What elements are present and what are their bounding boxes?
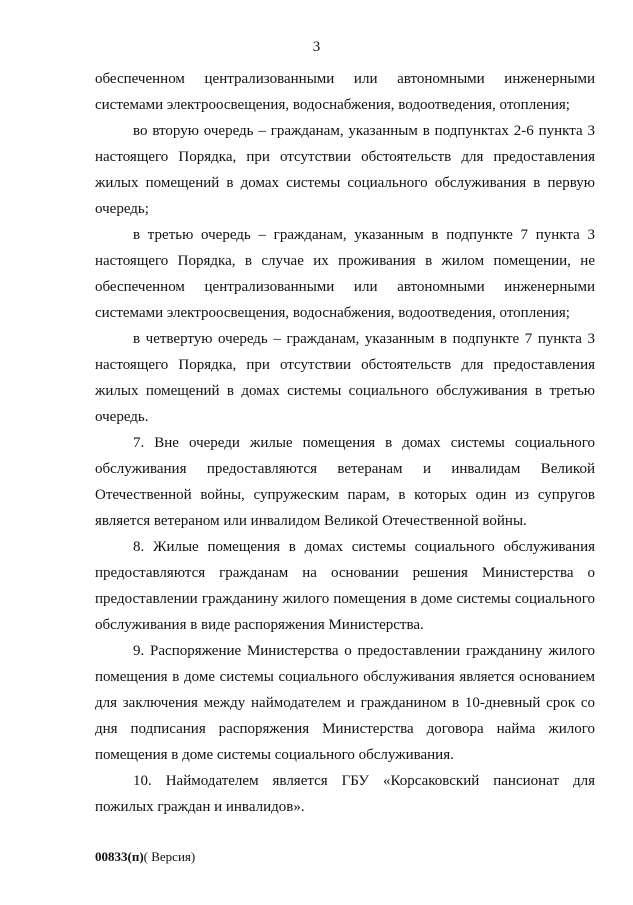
paragraph-item-10: 10. Наймодателем является ГБУ «Корсаковский пансионат для пожилых граждан и инвалидов». bbox=[95, 773, 595, 815]
document-code: 00833(п) bbox=[95, 849, 144, 864]
paragraph-item-7: 7. Вне очереди жилые помещения в домах системы социального обслуживания предоставляются ветеранам и инвалидам Великой Отечественной войны, супружеским парам, в которых один из супругов является ветераном или инвалидом Великой Отечественной войны. bbox=[95, 435, 595, 529]
document-version: ( Версия) bbox=[143, 849, 196, 864]
paragraph-fourth-priority: в четвертую очередь – гражданам, указанным в подпункте 7 пункта 3 настоящего Порядка, при отсутствии обстоятельств для предоставления жилых помещений в домах системы социального обслуживания в третью очередь. bbox=[95, 331, 595, 425]
paragraph-item-9: 9. Распоряжение Министерства о предоставлении гражданину жилого помещения в доме системы социального обслуживания является основанием для заключения между наймодателем и гражданином в 10-дневный срок со дня подписания распоряжения Министерства договора найма жилого помещения в доме системы социального обслуживания. bbox=[95, 643, 595, 763]
paragraph-third-priority: в третью очередь – гражданам, указанным в подпункте 7 пункта 3 настоящего Порядка, в случае их проживания в жилом помещении, не обеспеченном централизованными или автономными инженерными системами электроосвещения, водоснабжения, водоотведения, отопления; bbox=[95, 227, 595, 321]
document-body bbox=[95, 66, 595, 820]
paragraph-second-priority: во вторую очередь – гражданам, указанным в подпунктах 2-6 пункта 3 настоящего Порядка, при отсутствии обстоятельств для предоставления жилых помещений в домах системы социального обслуживания в первую очередь; bbox=[95, 123, 595, 217]
paragraph-continuation: обеспеченном централизованными или автономными инженерными системами электроосвещения, водоснабжения, водоотведения, отопления; bbox=[95, 71, 595, 113]
document-footer bbox=[95, 849, 195, 865]
paragraph-item-8: 8. Жилые помещения в домах системы социального обслуживания предоставляются гражданам на основании решения Министерства о предоставлении гражданину жилого помещения в доме системы социального обслуживания в виде распоряжения Министерства. bbox=[95, 539, 595, 633]
page-number: 3 bbox=[312, 39, 321, 55]
